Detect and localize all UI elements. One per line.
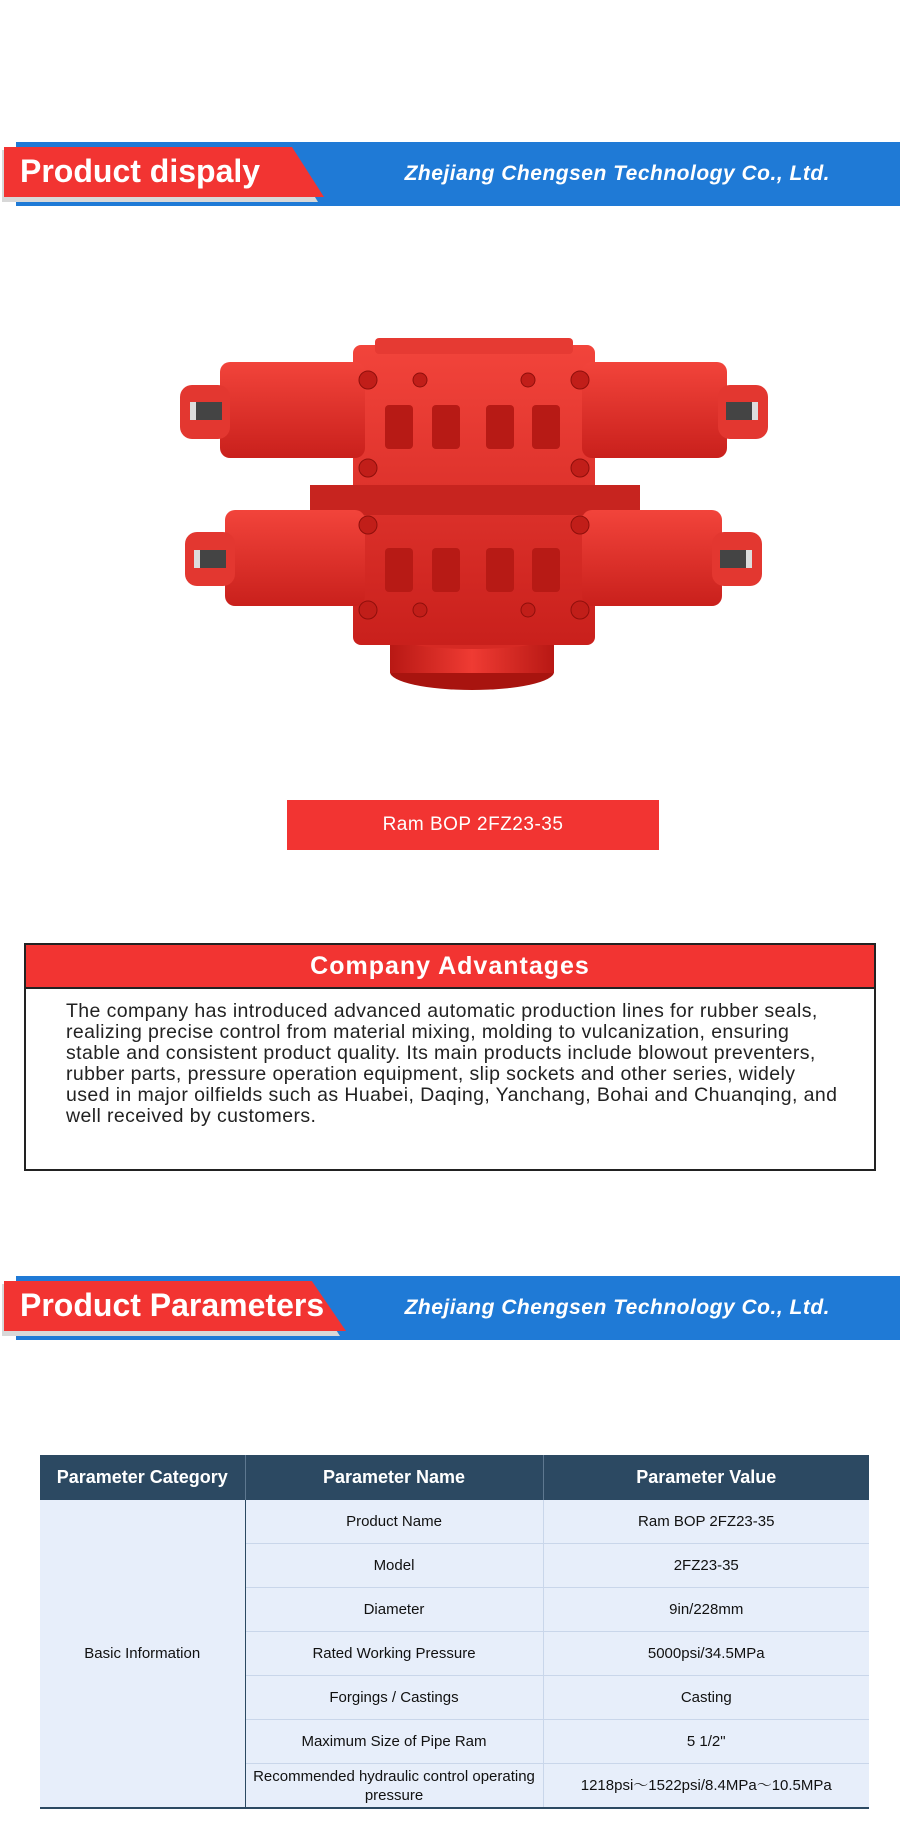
company-advantages-text: The company has introduced advanced automatic production lines for rubber seals, realizing precise control from material mixing, molding to vulcanization, ensuring stable and consistent product quality. Its main products include blowout preventers, rubber parts, pressure operation equipment, slip sockets and other series, widely used in major oilfields such as Huabei, Daqing, Yanchang, Bohai and Chuanqing, and well received by customers.	[66, 1000, 838, 1127]
product-display-banner	[0, 142, 904, 206]
param-value: 9in/228mm	[543, 1588, 869, 1632]
param-value: Casting	[543, 1676, 869, 1720]
param-name: Model	[245, 1544, 543, 1588]
param-name: Forgings / Castings	[245, 1676, 543, 1720]
header-parameter-value: Parameter Value	[543, 1455, 869, 1500]
product-image	[110, 310, 834, 720]
param-name: Rated Working Pressure	[245, 1632, 543, 1676]
param-value: 1218psi～1522psi/8.4MPa～10.5MPa	[543, 1764, 869, 1809]
banner-company-name: Zhejiang Chengsen Technology Co., Ltd.	[404, 1296, 830, 1319]
banner-title: Product Parameters	[20, 1287, 325, 1323]
product-caption: Ram BOP 2FZ23-35	[287, 800, 659, 850]
table-header-row	[40, 1455, 869, 1500]
param-value: Ram BOP 2FZ23-35	[543, 1500, 869, 1544]
header-parameter-name: Parameter Name	[245, 1455, 543, 1500]
parameters-table	[40, 1455, 869, 1809]
ram-bop-illustration	[110, 310, 834, 720]
banner-company-name: Zhejiang Chengsen Technology Co., Ltd.	[404, 162, 830, 185]
company-advantages-box	[24, 943, 876, 1171]
param-name: Recommended hydraulic control operating pressure	[245, 1764, 543, 1809]
param-value: 5000psi/34.5MPa	[543, 1632, 869, 1676]
table-row	[40, 1500, 869, 1544]
param-value: 5 1/2"	[543, 1720, 869, 1764]
param-name: Diameter	[245, 1588, 543, 1632]
category-cell: Basic Information	[40, 1500, 245, 1808]
param-value: 2FZ23-35	[543, 1544, 869, 1588]
param-name: Maximum Size of Pipe Ram	[245, 1720, 543, 1764]
company-advantages-heading: Company Advantages	[26, 945, 874, 989]
banner-title: Product dispaly	[20, 153, 261, 189]
param-name: Product Name	[245, 1500, 543, 1544]
header-parameter-category: Parameter Category	[40, 1455, 245, 1500]
product-parameters-banner	[0, 1276, 904, 1340]
